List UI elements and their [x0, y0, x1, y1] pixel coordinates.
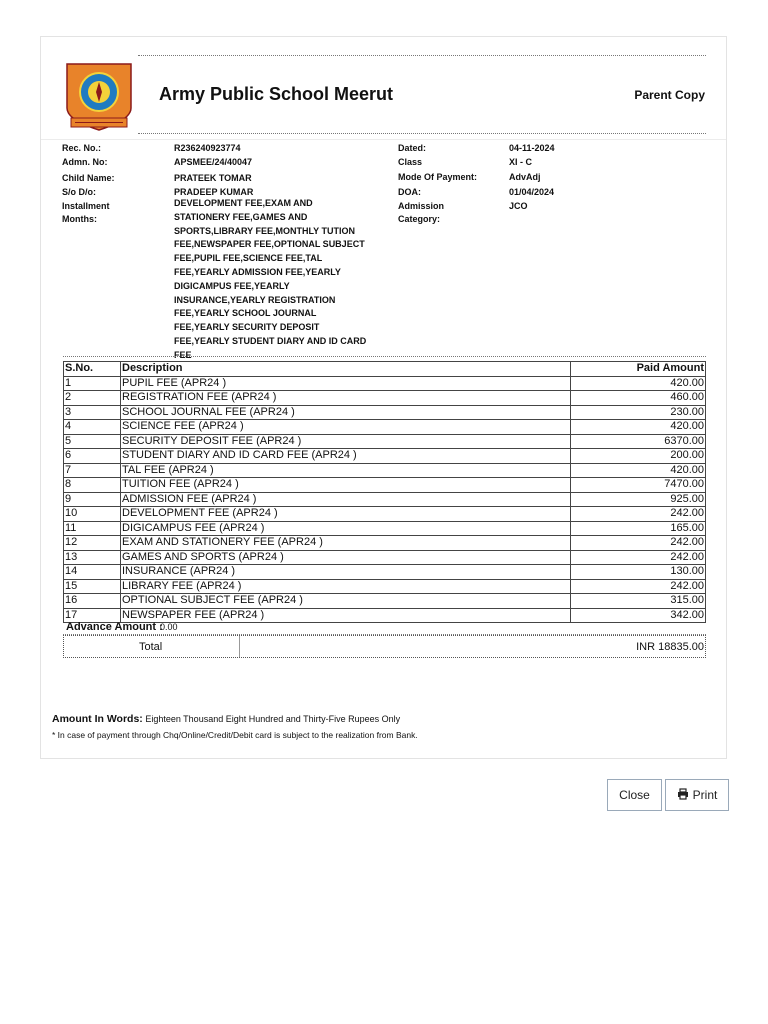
advance-amount-label: Advance Amount : — [66, 621, 163, 633]
table-row — [64, 507, 706, 522]
table-row — [64, 376, 706, 391]
row-sno: 10 — [64, 507, 121, 522]
row-description: PUPIL FEE (APR24 ) — [121, 376, 571, 391]
row-amount: 242.00 — [571, 507, 706, 522]
row-sno: 9 — [64, 492, 121, 507]
table-row — [64, 463, 706, 478]
print-button[interactable] — [665, 779, 729, 811]
row-description: SCIENCE FEE (APR24 ) — [121, 420, 571, 435]
row-description: SCHOOL JOURNAL FEE (APR24 ) — [121, 405, 571, 420]
payment-mode-value: AdvAdj — [509, 172, 541, 182]
rec-no-label: Rec. No.: — [62, 143, 102, 153]
payment-mode-label: Mode Of Payment: — [398, 172, 478, 182]
close-button-label: Close — [619, 788, 650, 802]
doa-value: 01/04/2024 — [509, 187, 555, 197]
row-amount: 460.00 — [571, 391, 706, 406]
row-sno: 12 — [64, 536, 121, 551]
table-top-divider — [63, 356, 706, 357]
row-description: INSURANCE (APR24 ) — [121, 565, 571, 580]
admission-category-label-2: Category: — [398, 214, 441, 224]
row-description: ADMISSION FEE (APR24 ) — [121, 492, 571, 507]
row-sno: 16 — [64, 594, 121, 609]
row-sno: 7 — [64, 463, 121, 478]
rec-no-value: R236240923774 — [174, 143, 241, 153]
table-row — [64, 420, 706, 435]
row-description: EXAM AND STATIONERY FEE (APR24 ) — [121, 536, 571, 551]
row-description: DIGICAMPUS FEE (APR24 ) — [121, 521, 571, 536]
installment-label: Installment — [62, 201, 110, 211]
row-description: LIBRARY FEE (APR24 ) — [121, 579, 571, 594]
row-sno: 4 — [64, 420, 121, 435]
row-amount: 242.00 — [571, 536, 706, 551]
row-amount: 342.00 — [571, 608, 706, 623]
amount-in-words — [52, 713, 400, 725]
row-description: OPTIONAL SUBJECT FEE (APR24 ) — [121, 594, 571, 609]
installment-months-value: DEVELOPMENT FEE,EXAM AND STATIONERY FEE,GAMES AND SPORTS,LIBRARY FEE,MONTHLY TUTION FEE,NEWSPAPER FEE,OPTIONAL SUBJECT FEE,PUPIL FEE,SCIENCE FEE,TAL FEE,YEARLY ADMISSION FEE,YEARLY DIGICAMPUS FEE,YEARLY INSURANCE,YEARLY REGISTRATION FEE,YEARLY SCHOOL JOURNAL FEE,YEARLY SECURITY DEPOSIT FEE,YEARLY STUDENT DIARY AND ID CARD FEE — [174, 198, 367, 360]
row-amount: 6370.00 — [571, 434, 706, 449]
sno-header: S.No. — [64, 362, 121, 377]
table-header-row — [64, 362, 706, 377]
table-row — [64, 492, 706, 507]
child-name-label: Child Name: — [62, 173, 115, 183]
row-sno: 5 — [64, 434, 121, 449]
table-row — [64, 434, 706, 449]
dated-value: 04-11-2024 — [509, 143, 555, 153]
table-row — [64, 521, 706, 536]
row-description: DEVELOPMENT FEE (APR24 ) — [121, 507, 571, 522]
school-name: Army Public School Meerut — [159, 84, 394, 104]
row-amount: 200.00 — [571, 449, 706, 464]
total-label: Total — [139, 641, 163, 653]
row-amount: 242.00 — [571, 550, 706, 565]
row-amount: 315.00 — [571, 594, 706, 609]
row-sno: 3 — [64, 405, 121, 420]
row-description: TUITION FEE (APR24 ) — [121, 478, 571, 493]
row-amount: 230.00 — [571, 405, 706, 420]
table-row — [64, 478, 706, 493]
print-button-label: Print — [692, 788, 718, 802]
print-icon — [677, 788, 689, 803]
row-amount: 420.00 — [571, 463, 706, 478]
admission-category-label: Admission — [398, 201, 445, 211]
total-value: INR 18835.00 — [636, 641, 704, 653]
row-sno: 14 — [64, 565, 121, 580]
doa-label: DOA: — [398, 187, 421, 197]
total-row — [63, 635, 706, 658]
row-description: REGISTRATION FEE (APR24 ) — [121, 391, 571, 406]
child-name-value: PRATEEK TOMAR — [174, 173, 252, 183]
row-amount: 242.00 — [571, 579, 706, 594]
row-sno: 6 — [64, 449, 121, 464]
table-row — [64, 391, 706, 406]
table-row — [64, 565, 706, 580]
row-amount: 7470.00 — [571, 478, 706, 493]
row-sno: 2 — [64, 391, 121, 406]
advance-amount-row — [63, 620, 706, 635]
row-amount: 130.00 — [571, 565, 706, 580]
installment-months-label: Months: — [62, 214, 97, 224]
row-sno: 11 — [64, 521, 121, 536]
table-row — [64, 550, 706, 565]
header-top-divider — [138, 55, 706, 56]
row-sno: 1 — [64, 376, 121, 391]
amount-header: Paid Amount — [571, 362, 706, 377]
payment-note: * In case of payment through Chq/Online/Credit/Debit card is subject to the realization from Bank. — [52, 730, 418, 740]
amount-in-words-label: Amount In Words: — [52, 713, 143, 725]
row-amount: 925.00 — [571, 492, 706, 507]
class-label: Class — [398, 157, 423, 167]
close-button[interactable] — [607, 779, 662, 811]
row-sno: 13 — [64, 550, 121, 565]
row-amount: 165.00 — [571, 521, 706, 536]
row-amount: 420.00 — [571, 420, 706, 435]
row-description: GAMES AND SPORTS (APR24 ) — [121, 550, 571, 565]
admn-no-value: APSMEE/24/40047 — [174, 157, 253, 167]
row-sno: 8 — [64, 478, 121, 493]
class-value: XI - C — [509, 157, 533, 167]
amount-in-words-value: Eighteen Thousand Eight Hundred and Thirty-Five Rupees Only — [145, 714, 401, 724]
school-logo — [61, 58, 137, 134]
table-row — [64, 449, 706, 464]
description-header: Description — [121, 362, 571, 377]
row-description: NEWSPAPER FEE (APR24 ) — [121, 608, 571, 623]
admn-no-label: Admn. No: — [62, 157, 108, 167]
admission-category-value: JCO — [509, 201, 528, 211]
row-sno: 15 — [64, 579, 121, 594]
row-sno: 17 — [64, 608, 121, 623]
table-row — [64, 594, 706, 609]
table-row — [64, 405, 706, 420]
row-amount: 420.00 — [571, 376, 706, 391]
row-description: TAL FEE (APR24 ) — [121, 463, 571, 478]
total-separator — [239, 636, 240, 657]
table-row — [64, 536, 706, 551]
parent-name-value: PRADEEP KUMAR — [174, 187, 254, 197]
dated-label: Dated: — [398, 143, 427, 153]
copy-type-label: Parent Copy — [634, 88, 705, 102]
table-row — [64, 579, 706, 594]
advance-amount-value: 0.00 — [160, 622, 178, 632]
parent-name-label: S/o D/o: — [62, 187, 96, 197]
info-divider — [41, 139, 726, 140]
fee-table — [63, 361, 706, 623]
row-description: STUDENT DIARY AND ID CARD FEE (APR24 ) — [121, 449, 571, 464]
header-bottom-divider — [138, 133, 706, 134]
row-description: SECURITY DEPOSIT FEE (APR24 ) — [121, 434, 571, 449]
